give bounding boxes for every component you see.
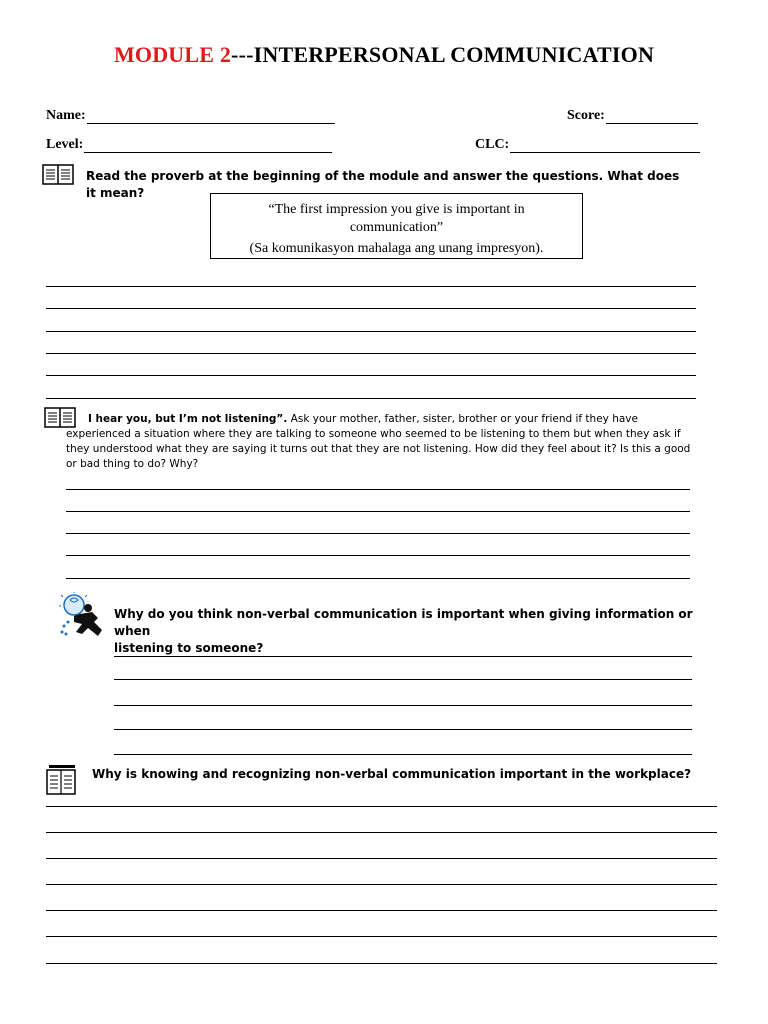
score-label: Score: — [567, 108, 605, 123]
notepad-pen-icon — [45, 764, 79, 801]
answer-line[interactable] — [114, 705, 692, 706]
answer-line[interactable] — [66, 511, 690, 512]
answer-line[interactable] — [46, 963, 717, 964]
clc-label: CLC: — [475, 137, 510, 152]
answer-line[interactable] — [114, 679, 692, 680]
answer-line[interactable] — [46, 353, 696, 354]
section1-question: Read the proverb at the beginning of the module and answer the questions. What does it mean? — [86, 169, 680, 200]
answer-line[interactable] — [46, 858, 717, 859]
section2-quote: I hear you, but I’m not listening”. — [88, 413, 288, 425]
answer-line[interactable] — [66, 578, 690, 579]
open-book-icon — [42, 163, 74, 190]
level-blank[interactable] — [84, 139, 332, 153]
section2-text: Ask your mother, father, sister, brother or your friend if they have experienced a situation where they are talking to someone who seemed to be listening to them but when they ask if they understood what they are saying it turns out that they are not listening. How did they feel about it? Is this a good or bad thing to do? Why? — [66, 413, 691, 470]
proverb-translation: (Sa komunikasyon mahalaga ang unang impresyon). — [249, 241, 544, 256]
proverb-line1: “The first impression you give is important in — [268, 202, 525, 217]
level-label: Level: — [46, 137, 84, 152]
answer-line[interactable] — [46, 308, 696, 309]
answer-line[interactable] — [46, 398, 696, 399]
page-title: MODULE 2---INTERPERSONAL COMMUNICATION — [113, 42, 655, 67]
name-field[interactable] — [46, 108, 335, 124]
answer-line[interactable] — [114, 754, 692, 755]
clc-field[interactable] — [475, 137, 700, 153]
proverb-line2: communication” — [349, 220, 444, 235]
proverb-box — [210, 193, 583, 259]
section2-prompt — [66, 412, 696, 472]
answer-line[interactable] — [66, 489, 690, 490]
answer-line[interactable] — [46, 331, 696, 332]
answer-line[interactable] — [46, 936, 717, 937]
answer-line[interactable] — [114, 656, 692, 657]
answer-line[interactable] — [114, 729, 692, 730]
answer-line[interactable] — [46, 884, 717, 885]
section3-question-line1: Why do you think non-verbal communication is important when giving information or when — [114, 607, 693, 638]
answer-line[interactable] — [46, 832, 717, 833]
section3-question — [114, 606, 714, 657]
lightbulb-person-icon — [58, 592, 108, 645]
name-blank[interactable] — [87, 110, 335, 124]
answer-line[interactable] — [46, 375, 696, 376]
clc-blank[interactable] — [510, 139, 700, 153]
answer-line[interactable] — [46, 910, 717, 911]
answer-line[interactable] — [66, 555, 690, 556]
score-field[interactable] — [567, 108, 698, 124]
answer-line[interactable] — [46, 806, 717, 807]
section4-question: Why is knowing and recognizing non-verbal communication important in the workplace? — [92, 767, 692, 781]
answer-line[interactable] — [46, 286, 696, 287]
name-label: Name: — [46, 108, 86, 123]
level-field[interactable] — [46, 137, 332, 153]
score-blank[interactable] — [606, 110, 698, 124]
answer-line[interactable] — [66, 533, 690, 534]
section3-question-line2: listening to someone? — [114, 641, 264, 655]
